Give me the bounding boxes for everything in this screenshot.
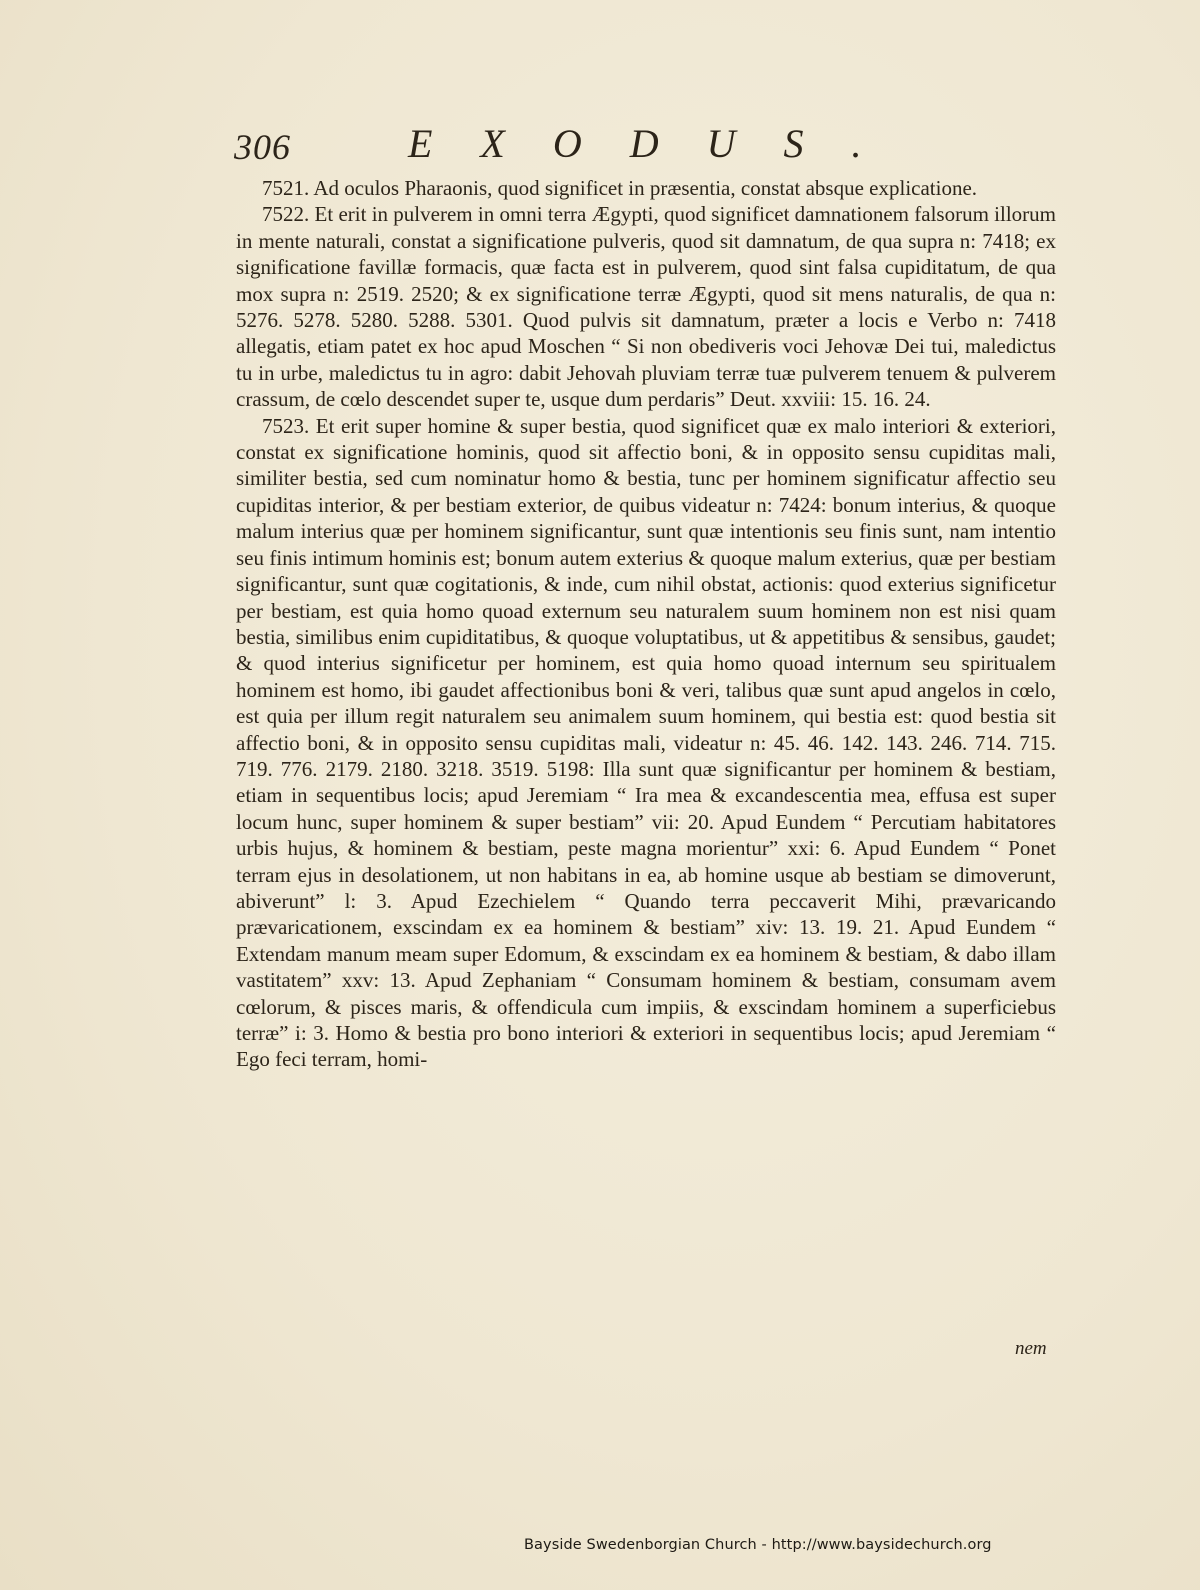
paragraph-7521: 7521. Ad oculos Pharaonis, quod significet in præsentia, constat absque explicatione. [262,176,978,200]
catchword: nem [1015,1338,1047,1359]
running-title: EXODUS. [408,121,910,166]
footer-credit: Bayside Swedenborgian Church - http://www.baysidechurch.org [524,1537,992,1553]
paragraph-7522: 7522. Et erit in pulverem in omni terra Ægypti, quod significet damnationem falsorum illorum in mente naturali, constat a significatione pulveris, quod sit damnatum, de qua supra n: 7418; ex significatione favillæ formacis, quæ facta est in pulverem, quod sint falsa cupiditatum, de qua mox supra n: 2519. 2520; & ex significatione terræ Ægypti, quod sit mens naturalis, de qua n: 5276. 5278. 5280. 5288. 5301. Quod pulvis sit damnatum, præter a locis e Verbo n: 7418 allegatis, etiam patet ex hoc apud Moschen “ Si non obediveris voci Jehovæ Dei tui, maledictus tu in urbe, maledictus tu in agro: dabit Jehovah pluviam terræ tuæ pulverem tenuem & pulverem crassum, de cœlo descendet super te, usque dum perdaris” Deut. xxviii: 15. 16. 24. [236,202,1056,412]
page-number: 306 [234,127,291,167]
body-text [236,175,1056,1073]
page-header [234,120,1064,170]
paragraph-7523: 7523. Et erit super homine & super bestia, quod significet quæ ex malo interiori & exteriori, constat ex significatione hominis, quod sit affectio boni, & in opposito sensu cupiditas mali, similiter bestia, sed cum nominatur homo & bestia, tunc per hominem significatur affectio seu cupiditas interior, & per bestiam exterior, de quibus videatur n: 7424: bonum interius, & quoque malum interius quæ per hominem significantur, sunt quæ intentionis seu finis sunt, nam intentio seu finis intimum hominis est; bonum autem exterius & quoque malum exterius, quæ per bestiam significantur, sunt quæ cogitationis, & inde, cum nihil obstat, actionis: quod exterius significetur per bestiam, est quia homo quoad externum seu naturalem suum hominem non est nisi quam bestia, similibus enim cupiditatibus, & quoque voluptatibus, ut & appetitibus & sensibus, gaudet; & quod interius significetur per hominem, est quia homo quoad internum seu spiritualem hominem est homo, ibi gaudet affectionibus boni & veri, talibus quæ sunt apud angelos in cœlo, est quia per illum regit naturalem seu animalem suum hominem, qui bestia est: quod bestia sit affectio boni, & in opposito sensu cupiditas mali, videatur n: 45. 46. 142. 143. 246. 714. 715. 719. 776. 2179. 2180. 3218. 3519. 5198: Illa sunt quæ significantur per hominem & bestiam, etiam in sequentibus locis; apud Jeremiam “ Ira mea & excandescentia mea, effusa est super locum hunc, super hominem & super bestiam” vii: 20. Apud Eundem “ Percutiam habitatores urbis hujus, & hominem & bestiam, peste magna morientur” xxi: 6. Apud Eundem “ Ponet terram ejus in desolationem, ut non habitans in ea, ab homine usque ab bestiam se dimoverunt, abiverunt” l: 3. Apud Ezechielem “ Quando terra peccaverit Mihi, prævaricando prævaricationem, exscindam ex ea hominem & bestiam” xiv: 13. 19. 21. Apud Eundem “ Extendam manum meam super Edomum, & exscindam ex ea hominem & bestiam, & dabo illam vastitatem” xxv: 13. Apud Zephaniam “ Consumam hominem & bestiam, consumam avem cœlorum, & pisces maris, & offendicula cum impiis, & exscindam hominem a superficiebus terræ” i: 3. Homo & bestia pro bono interiori & exteriori in sequentibus locis; apud Jeremiam “ Ego feci terram, homi- [236,413,1056,1072]
